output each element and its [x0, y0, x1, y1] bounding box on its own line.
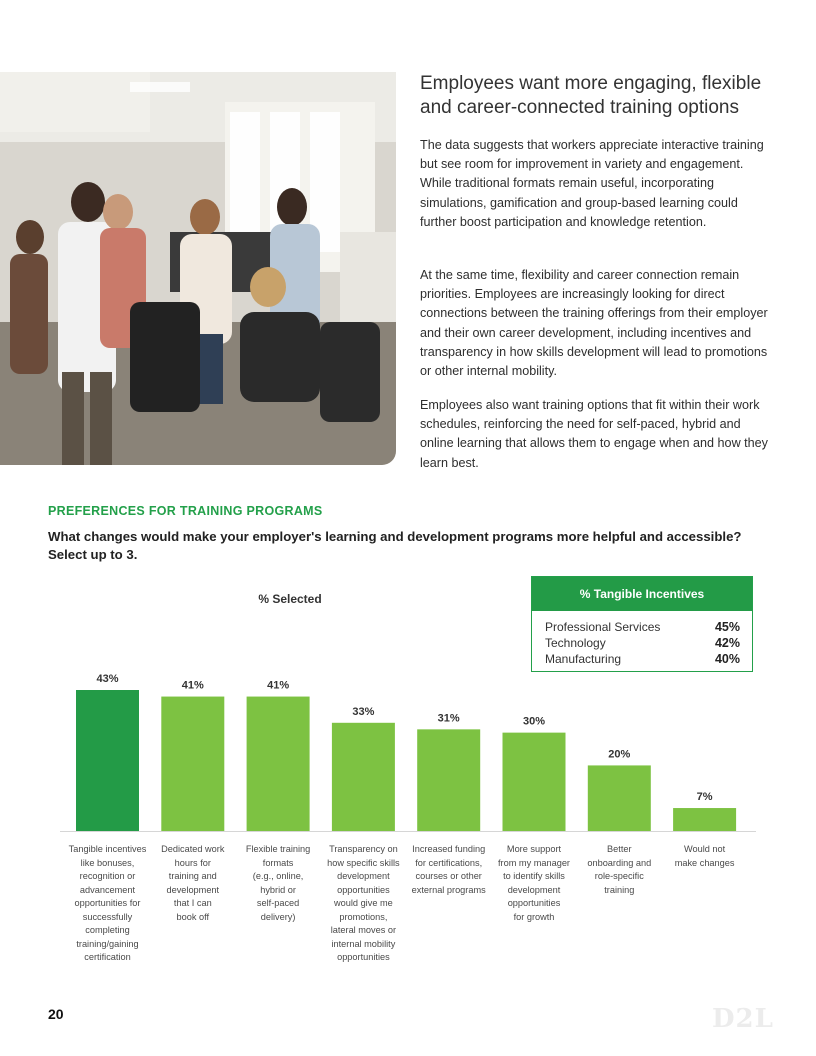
bar-category-label: Dedicated work hours for training and development that I can book off: [161, 844, 225, 922]
bar-value-label: 41%: [181, 679, 204, 692]
paragraph-1: The data suggests that workers appreciate interactive training but see room for improvement in variety and engagement. While traditional formats remain useful, incorporating simulations, gamification and group-based learning could further boost participation and knowledge retention.: [420, 138, 764, 229]
incentive-value: 40%: [714, 652, 740, 666]
paragraph-3: Employees also want training options that fit within their work schedules, reinforcing the need for self-paced, hybrid and online learning that allows them to engage when and how they learn best.: [420, 398, 768, 470]
bar-category-label: Transparency on how specific skills development opportunities would give me promotions, lateral moves or internal mobility opportunities: [327, 844, 400, 962]
section-title: PREFERENCES FOR TRAINING PROGRAMS: [48, 504, 323, 518]
bar-category-label: Would not make changes: [674, 844, 735, 868]
survey-question: What changes would make your employer's learning and development programs more helpful and accessible? Select up to 3.: [48, 529, 742, 562]
bar: [588, 765, 651, 831]
bar-category-label: Better onboarding and role-specific training: [587, 844, 652, 895]
bar-category-label: Flexible training formats (e.g., online, hybrid or self-paced delivery): [245, 844, 311, 922]
bar-value-label: 7%: [696, 791, 713, 804]
bar: [417, 729, 480, 831]
bar-category-label: Increased funding for certifications, courses or other external programs: [411, 844, 486, 895]
bar-value-label: 20%: [608, 748, 631, 761]
incentive-value: 42%: [714, 636, 740, 650]
bar-value-label: 43%: [96, 673, 119, 685]
chart-title: % Selected: [258, 592, 322, 606]
bar: [332, 723, 395, 831]
bar-category-label: More support from my manager to identify skills development opportunities for growth: [498, 844, 570, 922]
bar: [76, 690, 139, 831]
bar: [161, 697, 224, 831]
incentive-label: Manufacturing: [545, 652, 622, 666]
incentive-label: Technology: [545, 636, 606, 650]
bar-value-label: 33%: [352, 705, 375, 718]
bar-value-label: 41%: [267, 679, 290, 692]
bar-category-label: Tangible incentives like bonuses, recognition or advancement opportunities for successfully completing training/gaining certification: [68, 844, 147, 962]
bar-value-label: 31%: [437, 712, 460, 725]
page-number: 20: [48, 1006, 64, 1022]
bar: [673, 808, 736, 831]
bar-value-label: 30%: [522, 715, 546, 728]
bar: [247, 697, 310, 831]
d2l-logo: D2L: [712, 1004, 774, 1034]
bar: [503, 733, 566, 831]
headline: Employees want more engaging, flexible and career-connected training options: [420, 73, 762, 118]
incentive-value: 45%: [714, 620, 740, 634]
incentive-label: Professional Services: [545, 620, 661, 634]
tangible-incentives-title: % Tangible Incentives: [532, 577, 752, 611]
paragraph-2: At the same time, flexibility and career connection remain priorities. Employees are increasingly looking for direct connections between the training offerings from their employer and their own career development, including incentives and transparency in how skills development will lead to promotions or other internal mobility.: [420, 268, 768, 379]
